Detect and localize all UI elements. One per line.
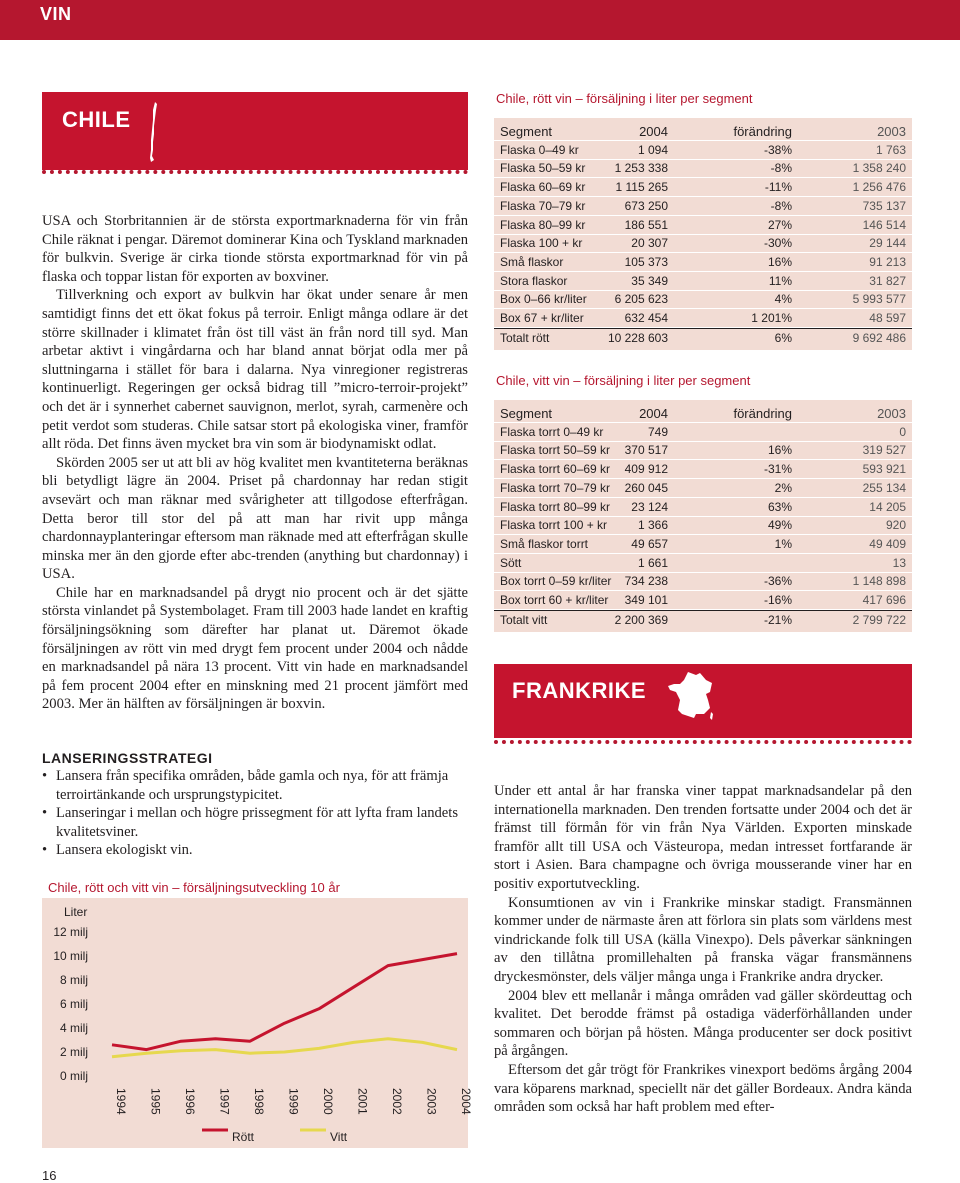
table-row <box>494 290 912 309</box>
chile-paragraph: Skörden 2005 ser ut att bli av hög kvalitet men kvantiteterna beräknas bli betydligt lägre än 2004. Priset på chardonnay har redan stigit avsevärt och man räknar med svårigheter att tillgodose efterfrågan. Detta beror till stor del på att man har rivit upp många chardonnayplanteringar eftersom man räknade med att efterfrågan skulle minska mer än den gjorde efter abc-trenden (anything but chardonnay) i USA. <box>42 454 468 583</box>
table-total-row <box>494 610 912 629</box>
frankrike-title: FRANKRIKE <box>512 678 647 703</box>
strategy-item: • Lansera ekologiskt vin. <box>42 841 462 860</box>
page-number: 16 <box>42 1168 57 1183</box>
y-tick-label: 8 milj <box>59 973 88 987</box>
value-2004-cell: 6 205 623 <box>614 292 668 307</box>
table-row <box>494 479 912 498</box>
value-2004-cell: 349 101 <box>624 593 668 607</box>
table-row <box>494 460 912 479</box>
value-2004-cell: 734 238 <box>624 574 668 589</box>
frankrike-paragraph: Under ett antal år har franska viner tappat marknadsandelar på den internationella marknaden. Den trenden fortsatte under 2004 och det är främst till förmån för vin från Nya Världen. Exporten minskade framför allt till USA och Västeuropa, medan intresset fortfarande är stort i Asien. Bara champagne och övriga mousserande viner har en positiv exportutveckling. <box>494 783 912 892</box>
table-row <box>494 272 912 291</box>
y-tick-label: 6 milj <box>59 997 88 1011</box>
change-cell: 16% <box>767 443 792 458</box>
value-2003-cell: 920 <box>885 518 906 533</box>
change-cell: 4% <box>774 292 792 307</box>
value-2003-cell: 1 256 476 <box>852 180 906 195</box>
change-cell: -11% <box>764 180 792 195</box>
table-total-row <box>494 328 912 347</box>
value-2004-cell: 1 366 <box>637 518 668 533</box>
chile-paragraph: Chile har en marknadsandel på drygt nio procent och är det sjätte största vinlandet på Systembolaget. Fram till 2003 hade landet en kraftig försäljningsökning som därefter har planat ut. Däremot ökade försäljningen av rött vin med drygt fem procent under 2004 och nådde en marknadsandel på nära 13 procent. Vitt vin hade en marknadsandel på fem procent 2004 efter en minskning med 21 procent jämfört med 2003. Mer än hälften av försäljningen är boxvin. <box>42 584 468 713</box>
x-tick-label: 1998 <box>252 1088 266 1115</box>
change-cell: 1 201% <box>751 311 792 325</box>
table-row <box>494 141 912 160</box>
x-tick-label: 2004 <box>459 1088 473 1115</box>
x-tick-label: 2000 <box>321 1088 335 1115</box>
x-tick-label: 2003 <box>424 1088 439 1115</box>
change-cell: -31% <box>763 462 792 477</box>
red-table-title: Chile, rött vin – försäljning i liter per segment <box>496 91 753 106</box>
value-2003-cell: 1 358 240 <box>852 161 906 176</box>
table-row <box>494 423 912 442</box>
change-cell: 6% <box>774 330 792 345</box>
value-2003-cell: 14 205 <box>869 499 906 514</box>
segment-cell: Flaska torrt 80–99 kr <box>500 499 611 514</box>
value-2004-cell: 1 094 <box>637 142 668 157</box>
table-row <box>494 309 912 328</box>
segment-cell: Box 0–66 kr/liter <box>500 292 587 307</box>
y-tick-label: 12 milj <box>53 925 88 939</box>
strategy-item: • Lansera från specifika områden, både gamla och nya, för att främja terroirtänkande och ursprungstypicitet. <box>42 767 462 804</box>
value-2003-cell: 255 134 <box>862 480 906 495</box>
value-2003-cell: 29 144 <box>869 236 906 251</box>
value-2003-cell: 1 148 898 <box>852 574 906 589</box>
change-cell: -8% <box>770 198 792 213</box>
table-row <box>494 159 912 178</box>
value-2003-cell: 2 799 722 <box>852 612 906 627</box>
y-tick-label: 0 milj <box>59 1069 88 1083</box>
value-2004-cell: 2 200 369 <box>614 612 668 627</box>
value-2003-cell: 417 696 <box>862 593 906 607</box>
segment-cell: Små flaskor torrt <box>500 536 589 551</box>
value-2003-cell: 146 514 <box>862 217 906 232</box>
table-row <box>494 253 912 272</box>
section-title: VIN <box>40 4 72 24</box>
value-2003-cell: 48 597 <box>869 311 906 325</box>
sales-chart-svg <box>42 898 473 1148</box>
chile-banner <box>42 92 468 170</box>
segment-cell: Flaska 0–49 kr <box>500 142 579 157</box>
table-row <box>494 498 912 517</box>
section-header-bar <box>0 0 960 40</box>
segment-cell: Totalt rött <box>500 330 550 345</box>
value-2004-cell: 35 349 <box>631 273 668 288</box>
value-2004-cell: 370 517 <box>624 443 668 458</box>
value-2003-cell: 593 921 <box>862 462 906 477</box>
value-2003-cell: 91 213 <box>869 254 906 269</box>
table-row <box>494 441 912 460</box>
chart-title: Chile, rött och vitt vin – försäljningsutveckling 10 år <box>48 880 340 895</box>
value-2003-cell: 1 763 <box>875 142 906 157</box>
value-2003-cell: 49 409 <box>869 536 906 551</box>
value-2004-cell: 20 307 <box>631 236 668 251</box>
value-2004-cell: 49 657 <box>631 536 668 551</box>
change-cell: 63% <box>767 499 792 514</box>
chile-title: CHILE <box>62 107 131 132</box>
change-cell: -30% <box>763 236 792 251</box>
x-tick-label: 1994 <box>114 1088 128 1115</box>
table-row <box>494 572 912 591</box>
x-tick-label: 2001 <box>355 1088 370 1115</box>
value-2004-cell: 409 912 <box>624 462 668 477</box>
frankrike-banner <box>494 664 912 738</box>
value-2004-cell: 10 228 603 <box>607 330 668 345</box>
x-tick-label: 2002 <box>390 1088 404 1115</box>
value-2003-cell: 31 827 <box>869 273 906 288</box>
change-cell: 27% <box>767 217 792 232</box>
segment-cell: Totalt vitt <box>500 612 548 627</box>
table-row <box>494 234 912 253</box>
x-tick-label: 1997 <box>217 1088 232 1115</box>
y-axis-label: Liter <box>64 905 88 919</box>
value-2004-cell: 23 124 <box>631 499 668 514</box>
value-2003-cell: 2003 <box>877 406 906 421</box>
value-2003-cell: 9 692 486 <box>852 330 906 345</box>
y-tick-label: 10 milj <box>53 949 88 963</box>
frankrike-paragraph: Konsumtionen av vin i Frankrike minskar stadigt. Fransmännen kommer under de närmaste åren att förlora sin plats som världens mest vindrickande folk till USA (källa Vinexpo). Dels påverkar sänkningen av den tillåtna promillehalten på franska vägar fransmännens dryckesmönster, dels väljer många unga i Frankrike andra drycker. <box>494 894 912 985</box>
frankrike-paragraph: Eftersom det går trögt för Frankrikes vinexport bedöms årgång 2004 vara köparens marknad, speciellt när det gäller Bordeaux. Andra kända områden som också har haft problem med efter- <box>494 1061 912 1116</box>
strategy-list <box>42 767 462 860</box>
segment-cell: Flaska 50–59 kr <box>500 161 586 176</box>
segment-cell: Flaska 60–69 kr <box>500 180 586 195</box>
segment-cell: Stora flaskor <box>500 273 568 288</box>
chile-map-icon <box>146 100 162 164</box>
value-2003-cell: 13 <box>892 555 906 570</box>
change-cell: 1% <box>774 536 792 551</box>
series-line-rött <box>112 954 457 1050</box>
segment-cell: Flaska 70–79 kr <box>500 198 586 213</box>
value-2004-cell: 1 253 338 <box>614 161 668 176</box>
table-header-row <box>494 404 912 423</box>
chile-paragraph: Tillverkning och export av bulkvin har ökat under senare år men samtidigt finns det ett ökat fokus på terroir. Enligt många odlare är det större skillnader i klimatet från öst till väst än från nord till syd. Man arbetar aktivt i vingårdarna och har bland annat börjat odla mer på sluttningarna i stället för bara i dalarna. Nya vinregioner registreras kontinuerligt. Regeringen ger också bidrag till ”micro-terroir-projekt” och det är i synnerhet cabernet sauvignon, merlot, syrah, carmenère och petit verdot som studeras. Chile satsar stort på ekologiska viner, framför allt röda. Det finns även mycket bra vin som är biodynamiskt odlat. <box>42 287 468 453</box>
segment-cell: Sött <box>500 555 522 570</box>
change-cell: 2% <box>774 480 792 495</box>
change-cell: -36% <box>763 574 792 589</box>
value-2004-cell: 105 373 <box>624 254 668 269</box>
series-line-vitt <box>112 1039 457 1057</box>
chile-paragraph: USA och Storbritannien är de största exportmarknaderna för vin från Chile räknat i pengar. Däremot dominerar Kina och Tyskland marknaden för bulkvin. Sverige är cirka tionde största exportmarknad för vin på flaska och toppar listan för exporten av boxviner. <box>42 213 468 285</box>
frankrike-body <box>494 782 912 1117</box>
x-tick-label: 1999 <box>286 1088 301 1115</box>
segment-cell: Flaska torrt 0–49 kr <box>500 424 604 439</box>
change-cell: -8% <box>770 161 792 176</box>
segment-cell: Flaska torrt 60–69 kr <box>500 462 611 477</box>
value-2003-cell: 735 137 <box>862 198 906 213</box>
red-wine-table <box>494 118 912 350</box>
table-row <box>494 516 912 535</box>
white-table-title: Chile, vitt vin – försäljning i liter per segment <box>496 373 751 388</box>
value-2004-cell: 186 551 <box>624 217 668 232</box>
value-2004-cell: 673 250 <box>624 198 668 213</box>
segment-cell: Flaska torrt 70–79 kr <box>500 480 611 495</box>
value-2003-cell: 5 993 577 <box>852 292 906 307</box>
table-row <box>494 535 912 554</box>
value-2004-cell: 749 <box>647 424 668 439</box>
change-cell: -21% <box>763 612 792 627</box>
value-2004-cell: 1 661 <box>637 555 668 570</box>
table-row <box>494 554 912 573</box>
x-tick-label: 1995 <box>148 1088 163 1115</box>
france-map-icon <box>666 670 716 722</box>
segment-cell: Box torrt 0–59 kr/liter <box>500 574 612 589</box>
segment-cell: Flaska torrt 50–59 kr <box>500 443 611 458</box>
value-2003-cell: 2003 <box>877 124 906 139</box>
strategy-item: • Lanseringar i mellan och högre prissegment för att lyfta fram landets kvalitetsviner. <box>42 804 462 841</box>
change-cell: -16% <box>763 593 792 607</box>
chile-dotted-divider <box>42 170 468 174</box>
legend-label: Vitt <box>330 1130 348 1144</box>
change-cell: 49% <box>767 518 792 533</box>
value-2004-cell: 2004 <box>639 124 668 139</box>
white-wine-table <box>494 400 912 632</box>
y-tick-label: 4 milj <box>59 1021 88 1035</box>
change-cell: 11% <box>768 273 792 288</box>
table-row <box>494 197 912 216</box>
segment-cell: Flaska torrt 100 + kr <box>500 518 608 533</box>
change-cell: förändring <box>733 406 792 421</box>
value-2003-cell: 319 527 <box>862 443 906 458</box>
chile-body <box>42 212 468 714</box>
y-tick-label: 2 milj <box>59 1045 88 1059</box>
segment-cell: Box torrt 60 + kr/liter <box>500 593 609 607</box>
value-2004-cell: 2004 <box>639 406 668 421</box>
change-cell: förändring <box>733 124 792 139</box>
value-2004-cell: 632 454 <box>624 311 668 325</box>
segment-cell: Små flaskor <box>500 254 564 269</box>
table-row <box>494 216 912 235</box>
sales-chart <box>42 898 473 1148</box>
segment-cell: Segment <box>500 406 553 421</box>
strategy-title: LANSERINGSSTRATEGI <box>42 750 213 766</box>
table-row <box>494 178 912 197</box>
x-tick-label: 1996 <box>183 1088 197 1115</box>
value-2004-cell: 1 115 265 <box>615 180 668 195</box>
change-cell: 16% <box>767 254 792 269</box>
segment-cell: Segment <box>500 124 553 139</box>
table-header-row <box>494 122 912 141</box>
segment-cell: Box 67 + kr/liter <box>500 311 584 325</box>
frankrike-dotted-divider <box>494 740 912 744</box>
legend-label: Rött <box>232 1130 255 1144</box>
change-cell: -38% <box>763 142 792 157</box>
frankrike-paragraph: 2004 blev ett mellanår i många områden vad gäller skördeuttag och kvalitet. Det berodde främst på ostadiga väderförhållanden under sommaren och början på hösten. Många producenter ser dock positivt på årgången. <box>494 987 912 1060</box>
table-row <box>494 591 912 610</box>
value-2004-cell: 260 045 <box>624 480 668 495</box>
segment-cell: Flaska 100 + kr <box>500 236 583 251</box>
segment-cell: Flaska 80–99 kr <box>500 217 586 232</box>
value-2003-cell: 0 <box>899 424 906 439</box>
